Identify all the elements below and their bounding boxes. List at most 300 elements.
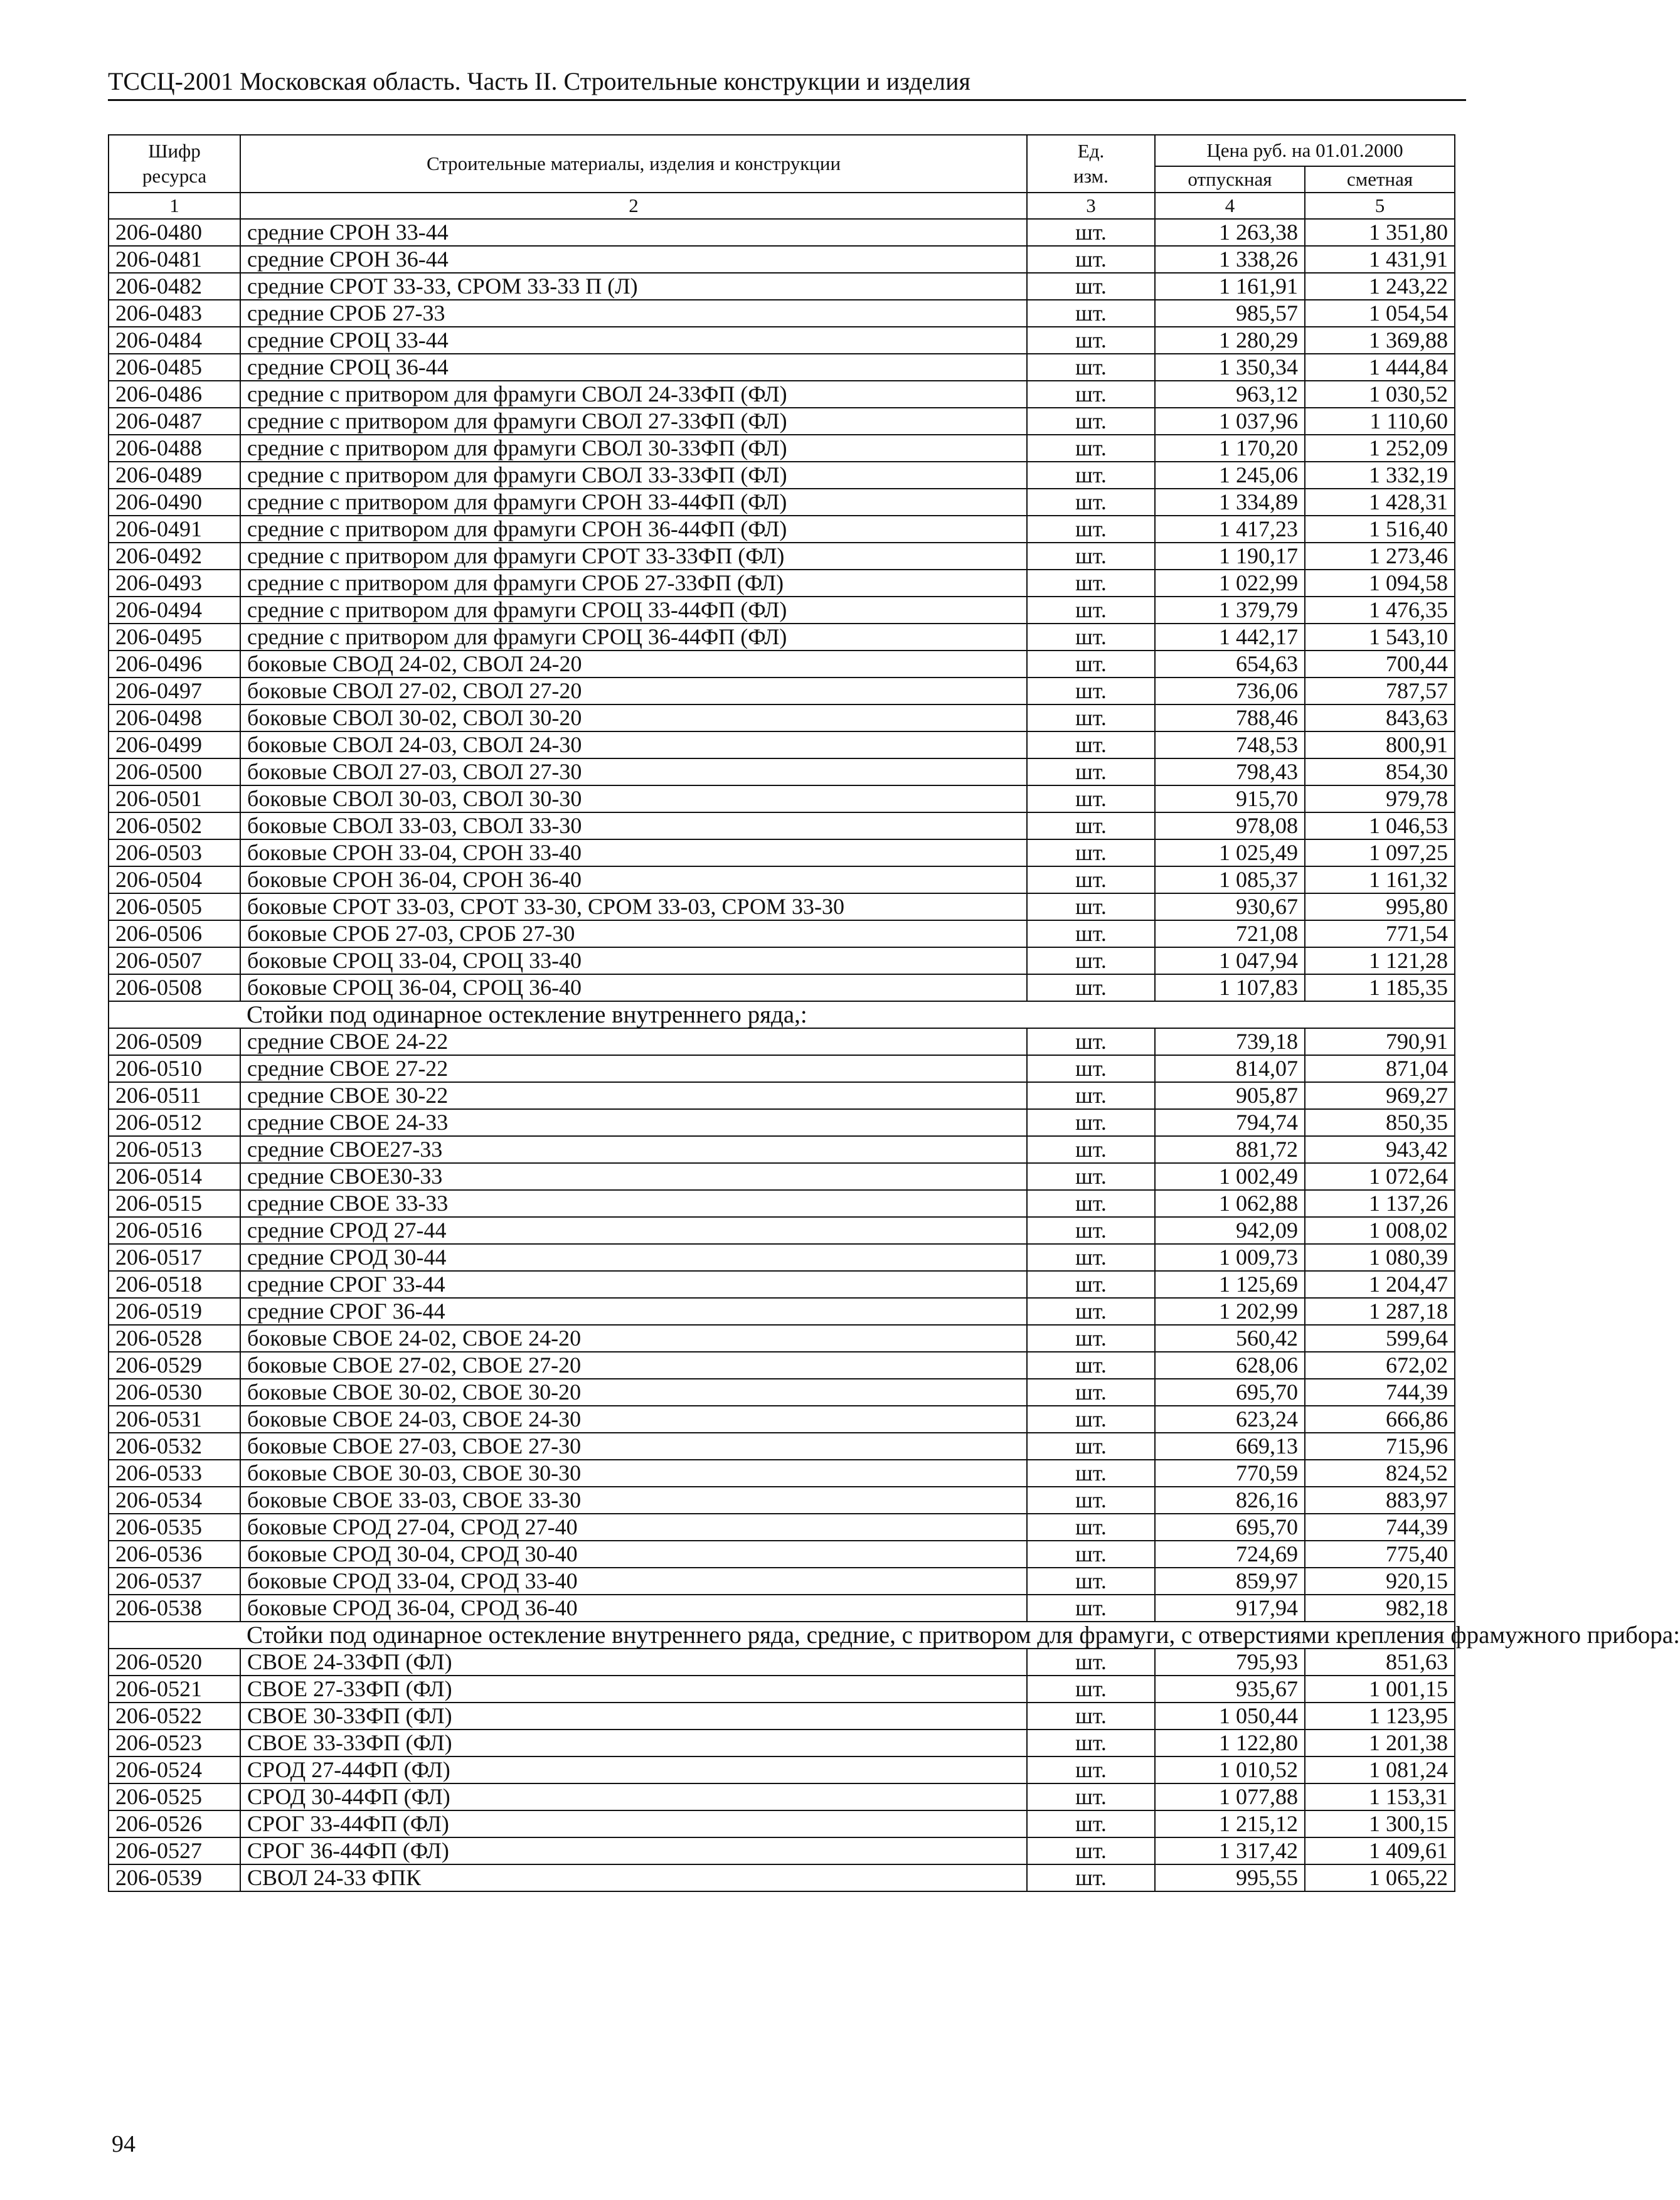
material-name: средние СРОД 27-44 [240, 1217, 1027, 1244]
table-row [109, 570, 1455, 597]
section-code-empty [109, 1001, 240, 1028]
table-row [109, 624, 1455, 651]
price-estimate: 920,15 [1305, 1568, 1455, 1595]
resource-code: 206-0516 [109, 1217, 240, 1244]
table-row [109, 1082, 1455, 1109]
material-name: СВОЛ 24-33 ФПК [240, 1864, 1027, 1891]
price-estimate: 1 110,60 [1305, 408, 1455, 435]
unit: шт. [1027, 246, 1155, 273]
price-release: 1 417,23 [1155, 516, 1305, 543]
price-estimate: 775,40 [1305, 1541, 1455, 1568]
material-name: боковые СРОТ 33-03, СРОТ 33-30, СРОМ 33-03, СРОМ 33-30 [240, 893, 1027, 920]
material-name: боковые СРОД 30-04, СРОД 30-40 [240, 1541, 1027, 1568]
price-estimate: 979,78 [1305, 785, 1455, 812]
price-release: 1 009,73 [1155, 1244, 1305, 1271]
unit: шт. [1027, 516, 1155, 543]
resource-code: 206-0504 [109, 866, 240, 893]
header-price-estimate: сметная [1305, 166, 1455, 193]
unit: шт. [1027, 1298, 1155, 1325]
unit: шт. [1027, 1595, 1155, 1622]
table-row [109, 1217, 1455, 1244]
unit: шт. [1027, 219, 1155, 246]
resource-code: 206-0483 [109, 300, 240, 327]
material-name: средние СРОЦ 33-44 [240, 327, 1027, 354]
table-row [109, 354, 1455, 381]
material-name: средние СРОН 36-44 [240, 246, 1027, 273]
resource-code: 206-0512 [109, 1109, 240, 1136]
table-row [109, 1406, 1455, 1433]
unit: шт. [1027, 1783, 1155, 1810]
resource-code: 206-0519 [109, 1298, 240, 1325]
resource-code: 206-0497 [109, 678, 240, 704]
price-release: 739,18 [1155, 1028, 1305, 1055]
price-release: 1 077,88 [1155, 1783, 1305, 1810]
table-row [109, 1541, 1455, 1568]
unit: шт. [1027, 327, 1155, 354]
unit: шт. [1027, 1837, 1155, 1864]
price-estimate: 715,96 [1305, 1433, 1455, 1460]
resource-code: 206-0529 [109, 1352, 240, 1379]
price-estimate: 1 300,15 [1305, 1810, 1455, 1837]
price-release: 1 334,89 [1155, 489, 1305, 516]
table-row [109, 758, 1455, 785]
resource-code: 206-0509 [109, 1028, 240, 1055]
price-release: 1 010,52 [1155, 1756, 1305, 1783]
price-estimate: 1 444,84 [1305, 354, 1455, 381]
resource-code: 206-0490 [109, 489, 240, 516]
material-name: средние с притвором для фрамуги СРОЦ 36-44ФП (ФЛ) [240, 624, 1027, 651]
table-row [109, 1379, 1455, 1406]
resource-code: 206-0535 [109, 1514, 240, 1541]
unit: шт. [1027, 731, 1155, 758]
resource-code: 206-0515 [109, 1190, 240, 1217]
price-release: 628,06 [1155, 1352, 1305, 1379]
material-name: боковые СВОЛ 24-03, СВОЛ 24-30 [240, 731, 1027, 758]
price-estimate: 943,42 [1305, 1136, 1455, 1163]
price-estimate: 1 516,40 [1305, 516, 1455, 543]
resource-code: 206-0530 [109, 1379, 240, 1406]
price-estimate: 700,44 [1305, 651, 1455, 678]
price-estimate: 824,52 [1305, 1460, 1455, 1487]
material-name: боковые СВОЕ 27-02, СВОЕ 27-20 [240, 1352, 1027, 1379]
price-estimate: 1 332,19 [1305, 462, 1455, 489]
unit: шт. [1027, 597, 1155, 624]
price-estimate: 995,80 [1305, 893, 1455, 920]
unit: шт. [1027, 1568, 1155, 1595]
unit: шт. [1027, 1810, 1155, 1837]
section-row [109, 1622, 1455, 1649]
resource-code: 206-0518 [109, 1271, 240, 1298]
material-name: средние СРОТ 33-33, СРОМ 33-33 П (Л) [240, 273, 1027, 300]
unit: шт. [1027, 489, 1155, 516]
price-estimate: 1 046,53 [1305, 812, 1455, 839]
table-row [109, 543, 1455, 570]
material-name: средние СВОЕ 30-22 [240, 1082, 1027, 1109]
price-release: 1 122,80 [1155, 1730, 1305, 1756]
material-name: средние СРОД 30-44 [240, 1244, 1027, 1271]
table-row [109, 1783, 1455, 1810]
table-row [109, 785, 1455, 812]
resource-code: 206-0489 [109, 462, 240, 489]
price-release: 917,94 [1155, 1595, 1305, 1622]
resource-code: 206-0539 [109, 1864, 240, 1891]
price-release: 978,08 [1155, 812, 1305, 839]
price-release: 1 215,12 [1155, 1810, 1305, 1837]
resource-code: 206-0480 [109, 219, 240, 246]
price-estimate: 1 204,47 [1305, 1271, 1455, 1298]
resource-code: 206-0534 [109, 1487, 240, 1514]
price-release: 1 050,44 [1155, 1703, 1305, 1730]
price-estimate: 1 185,35 [1305, 974, 1455, 1001]
price-release: 1 202,99 [1155, 1298, 1305, 1325]
unit: шт. [1027, 651, 1155, 678]
table-row [109, 1487, 1455, 1514]
material-name: средние с притвором для фрамуги СРОБ 27-33ФП (ФЛ) [240, 570, 1027, 597]
unit: шт. [1027, 543, 1155, 570]
price-estimate: 969,27 [1305, 1082, 1455, 1109]
unit: шт. [1027, 1082, 1155, 1109]
column-number: 3 [1027, 193, 1155, 219]
price-release: 788,46 [1155, 704, 1305, 731]
price-release: 654,63 [1155, 651, 1305, 678]
unit: шт. [1027, 1217, 1155, 1244]
table-row [109, 704, 1455, 731]
unit: шт. [1027, 300, 1155, 327]
price-estimate: 1 065,22 [1305, 1864, 1455, 1891]
unit: шт. [1027, 1379, 1155, 1406]
price-release: 1 125,69 [1155, 1271, 1305, 1298]
price-estimate: 1 123,95 [1305, 1703, 1455, 1730]
resource-code: 206-0499 [109, 731, 240, 758]
price-release: 669,13 [1155, 1433, 1305, 1460]
page-number: 94 [112, 2131, 136, 2157]
price-estimate: 1 428,31 [1305, 489, 1455, 516]
resource-code: 206-0484 [109, 327, 240, 354]
price-estimate: 854,30 [1305, 758, 1455, 785]
resource-code: 206-0485 [109, 354, 240, 381]
price-release: 695,70 [1155, 1379, 1305, 1406]
table-row [109, 381, 1455, 408]
table-row [109, 435, 1455, 462]
price-estimate: 1 476,35 [1305, 597, 1455, 624]
price-estimate: 1 243,22 [1305, 273, 1455, 300]
price-release: 1 037,96 [1155, 408, 1305, 435]
unit: шт. [1027, 893, 1155, 920]
price-estimate: 800,91 [1305, 731, 1455, 758]
resource-code: 206-0488 [109, 435, 240, 462]
price-release: 859,97 [1155, 1568, 1305, 1595]
material-name: боковые СРОД 27-04, СРОД 27-40 [240, 1514, 1027, 1541]
resource-code: 206-0536 [109, 1541, 240, 1568]
header-price-release: отпускная [1155, 166, 1305, 193]
column-number: 1 [109, 193, 240, 219]
unit: шт. [1027, 1055, 1155, 1082]
table-row [109, 489, 1455, 516]
resource-code: 206-0501 [109, 785, 240, 812]
table-row [109, 678, 1455, 704]
material-name: боковые СВОЛ 27-02, СВОЛ 27-20 [240, 678, 1027, 704]
table-row [109, 839, 1455, 866]
table-row [109, 1756, 1455, 1783]
resource-code: 206-0521 [109, 1676, 240, 1703]
price-release: 770,59 [1155, 1460, 1305, 1487]
material-name: средние СРОЦ 36-44 [240, 354, 1027, 381]
table-row [109, 219, 1455, 246]
resource-code: 206-0538 [109, 1595, 240, 1622]
material-name: СВОЕ 24-33ФП (ФЛ) [240, 1649, 1027, 1676]
unit: шт. [1027, 1028, 1155, 1055]
table-row [109, 1028, 1455, 1055]
material-name: средние СРОБ 27-33 [240, 300, 1027, 327]
resource-code: 206-0508 [109, 974, 240, 1001]
material-name: средние СВОЕ 27-22 [240, 1055, 1027, 1082]
table-row [109, 1864, 1455, 1891]
price-estimate: 1 287,18 [1305, 1298, 1455, 1325]
material-name: средние с притвором для фрамуги СВОЛ 30-33ФП (ФЛ) [240, 435, 1027, 462]
material-name: боковые СРОЦ 33-04, СРОЦ 33-40 [240, 947, 1027, 974]
price-release: 881,72 [1155, 1136, 1305, 1163]
resource-code: 206-0525 [109, 1783, 240, 1810]
resource-code: 206-0493 [109, 570, 240, 597]
resource-code: 206-0486 [109, 381, 240, 408]
material-name: боковые СРОН 33-04, СРОН 33-40 [240, 839, 1027, 866]
price-estimate: 1 008,02 [1305, 1217, 1455, 1244]
price-release: 736,06 [1155, 678, 1305, 704]
price-estimate: 982,18 [1305, 1595, 1455, 1622]
unit: шт. [1027, 920, 1155, 947]
price-estimate: 1 201,38 [1305, 1730, 1455, 1756]
material-name: боковые СРОД 33-04, СРОД 33-40 [240, 1568, 1027, 1595]
price-release: 1 317,42 [1155, 1837, 1305, 1864]
header-name: Строительные материалы, изделия и конструкции [240, 135, 1027, 193]
resource-code: 206-0533 [109, 1460, 240, 1487]
price-release: 915,70 [1155, 785, 1305, 812]
price-release: 1 022,99 [1155, 570, 1305, 597]
section-title: Стойки под одинарное остекление внутреннего ряда,: [240, 1001, 1455, 1028]
resource-code: 206-0522 [109, 1703, 240, 1730]
material-name: боковые СВОЛ 33-03, СВОЛ 33-30 [240, 812, 1027, 839]
price-estimate: 790,91 [1305, 1028, 1455, 1055]
resource-code: 206-0527 [109, 1837, 240, 1864]
price-release: 695,70 [1155, 1514, 1305, 1541]
unit: шт. [1027, 1703, 1155, 1730]
unit: шт. [1027, 785, 1155, 812]
resource-code: 206-0524 [109, 1756, 240, 1783]
unit: шт. [1027, 1136, 1155, 1163]
resource-code: 206-0532 [109, 1433, 240, 1460]
material-name: средние СРОН 33-44 [240, 219, 1027, 246]
price-release: 1 350,34 [1155, 354, 1305, 381]
resource-code: 206-0498 [109, 704, 240, 731]
table-row [109, 1837, 1455, 1864]
header-unit: Ед. изм. [1027, 135, 1155, 193]
material-name: средние СВОЕ 24-33 [240, 1109, 1027, 1136]
price-estimate: 787,57 [1305, 678, 1455, 704]
price-release: 1 085,37 [1155, 866, 1305, 893]
table-row [109, 1109, 1455, 1136]
material-name: СРОГ 36-44ФП (ФЛ) [240, 1837, 1027, 1864]
price-release: 794,74 [1155, 1109, 1305, 1136]
price-release: 748,53 [1155, 731, 1305, 758]
material-name: средние СВОЕ30-33 [240, 1163, 1027, 1190]
table-row [109, 408, 1455, 435]
section-code-empty [109, 1622, 240, 1649]
material-name: средние с притвором для фрамуги СВОЛ 27-33ФП (ФЛ) [240, 408, 1027, 435]
unit: шт. [1027, 570, 1155, 597]
table-row [109, 893, 1455, 920]
price-release: 905,87 [1155, 1082, 1305, 1109]
resource-code: 206-0520 [109, 1649, 240, 1676]
unit: шт. [1027, 1163, 1155, 1190]
price-release: 963,12 [1155, 381, 1305, 408]
table-row [109, 1055, 1455, 1082]
price-release: 995,55 [1155, 1864, 1305, 1891]
table-row [109, 1325, 1455, 1352]
material-name: боковые СВОД 24-02, СВОЛ 24-20 [240, 651, 1027, 678]
price-release: 1 263,38 [1155, 219, 1305, 246]
material-name: боковые СВОЕ 27-03, СВОЕ 27-30 [240, 1433, 1027, 1460]
table-row [109, 1568, 1455, 1595]
column-number: 4 [1155, 193, 1305, 219]
material-name: боковые СВОЛ 30-02, СВОЛ 30-20 [240, 704, 1027, 731]
price-estimate: 1 137,26 [1305, 1190, 1455, 1217]
price-estimate: 1 153,31 [1305, 1783, 1455, 1810]
price-estimate: 1 369,88 [1305, 327, 1455, 354]
unit: шт. [1027, 1514, 1155, 1541]
unit: шт. [1027, 1352, 1155, 1379]
table-row [109, 812, 1455, 839]
table-row [109, 1460, 1455, 1487]
material-name: средние СВОЕ 24-22 [240, 1028, 1027, 1055]
table-row [109, 462, 1455, 489]
page-header: ТССЦ-2001 Московская область. Часть II. Строительные конструкции и изделия [108, 65, 1466, 101]
price-estimate: 744,39 [1305, 1379, 1455, 1406]
material-name: средние с притвором для фрамуги СРОН 36-44ФП (ФЛ) [240, 516, 1027, 543]
resource-code: 206-0514 [109, 1163, 240, 1190]
resource-code: 206-0510 [109, 1055, 240, 1082]
resource-code: 206-0491 [109, 516, 240, 543]
resource-code: 206-0505 [109, 893, 240, 920]
material-name: СРОД 27-44ФП (ФЛ) [240, 1756, 1027, 1783]
table-row [109, 866, 1455, 893]
table-row [109, 1595, 1455, 1622]
price-estimate: 871,04 [1305, 1055, 1455, 1082]
unit: шт. [1027, 678, 1155, 704]
price-release: 935,67 [1155, 1676, 1305, 1703]
price-estimate: 843,63 [1305, 704, 1455, 731]
price-estimate: 1 072,64 [1305, 1163, 1455, 1190]
material-name: боковые СВОЕ 24-03, СВОЕ 24-30 [240, 1406, 1027, 1433]
price-release: 1 379,79 [1155, 597, 1305, 624]
price-release: 942,09 [1155, 1217, 1305, 1244]
material-name: СРОД 30-44ФП (ФЛ) [240, 1783, 1027, 1810]
table-row [109, 947, 1455, 974]
resource-code: 206-0494 [109, 597, 240, 624]
table-row [109, 1352, 1455, 1379]
table-row [109, 327, 1455, 354]
price-estimate: 1 097,25 [1305, 839, 1455, 866]
material-name: средние СВОЕ27-33 [240, 1136, 1027, 1163]
table-row [109, 974, 1455, 1001]
unit: шт. [1027, 1487, 1155, 1514]
price-release: 826,16 [1155, 1487, 1305, 1514]
unit: шт. [1027, 1676, 1155, 1703]
price-release: 724,69 [1155, 1541, 1305, 1568]
material-name: средние с притвором для фрамуги СРОН 33-44ФП (ФЛ) [240, 489, 1027, 516]
table-row [109, 1810, 1455, 1837]
table-row [109, 1676, 1455, 1703]
unit: шт. [1027, 866, 1155, 893]
resource-code: 206-0481 [109, 246, 240, 273]
price-estimate: 666,86 [1305, 1406, 1455, 1433]
resource-code: 206-0492 [109, 543, 240, 570]
unit: шт. [1027, 1460, 1155, 1487]
resource-code: 206-0511 [109, 1082, 240, 1109]
material-name: средние СВОЕ 33-33 [240, 1190, 1027, 1217]
unit: шт. [1027, 1864, 1155, 1891]
price-estimate: 744,39 [1305, 1514, 1455, 1541]
unit: шт. [1027, 1730, 1155, 1756]
header-price-group: Цена руб. на 01.01.2000 [1155, 135, 1455, 166]
material-name: боковые СРОД 36-04, СРОД 36-40 [240, 1595, 1027, 1622]
table-row [109, 1163, 1455, 1190]
unit: шт. [1027, 1433, 1155, 1460]
price-estimate: 1 001,15 [1305, 1676, 1455, 1703]
unit: шт. [1027, 812, 1155, 839]
resource-code: 206-0496 [109, 651, 240, 678]
price-release: 1 107,83 [1155, 974, 1305, 1001]
unit: шт. [1027, 1271, 1155, 1298]
material-name: боковые СРОЦ 36-04, СРОЦ 36-40 [240, 974, 1027, 1001]
price-estimate: 1 431,91 [1305, 246, 1455, 273]
table-row [109, 1514, 1455, 1541]
unit: шт. [1027, 758, 1155, 785]
price-release: 930,67 [1155, 893, 1305, 920]
header-code: Шифр ресурса [109, 135, 240, 193]
price-estimate: 1 030,52 [1305, 381, 1455, 408]
price-estimate: 672,02 [1305, 1352, 1455, 1379]
section-title: Стойки под одинарное остекление внутреннего ряда, средние, с притвором для фрамуги, с отверстиями крепления фрамужного прибора: [240, 1622, 1455, 1649]
price-estimate: 1 161,32 [1305, 866, 1455, 893]
unit: шт. [1027, 1541, 1155, 1568]
unit: шт. [1027, 408, 1155, 435]
price-release: 985,57 [1155, 300, 1305, 327]
material-name: боковые СВОЕ 30-03, СВОЕ 30-30 [240, 1460, 1027, 1487]
price-release: 1 002,49 [1155, 1163, 1305, 1190]
price-release: 560,42 [1155, 1325, 1305, 1352]
resource-code: 206-0487 [109, 408, 240, 435]
material-name: боковые СВОЕ 30-02, СВОЕ 30-20 [240, 1379, 1027, 1406]
price-release: 1 062,88 [1155, 1190, 1305, 1217]
price-release: 1 025,49 [1155, 839, 1305, 866]
price-estimate: 1 054,54 [1305, 300, 1455, 327]
resource-code: 206-0495 [109, 624, 240, 651]
table-row [109, 1433, 1455, 1460]
table-row [109, 273, 1455, 300]
material-name: СВОЕ 33-33ФП (ФЛ) [240, 1730, 1027, 1756]
resource-code: 206-0517 [109, 1244, 240, 1271]
table-row [109, 1298, 1455, 1325]
table-row [109, 1703, 1455, 1730]
table-row [109, 1244, 1455, 1271]
resource-code: 206-0503 [109, 839, 240, 866]
price-release: 798,43 [1155, 758, 1305, 785]
price-estimate: 771,54 [1305, 920, 1455, 947]
resource-code: 206-0528 [109, 1325, 240, 1352]
price-release: 1 161,91 [1155, 273, 1305, 300]
resource-code: 206-0523 [109, 1730, 240, 1756]
unit: шт. [1027, 947, 1155, 974]
